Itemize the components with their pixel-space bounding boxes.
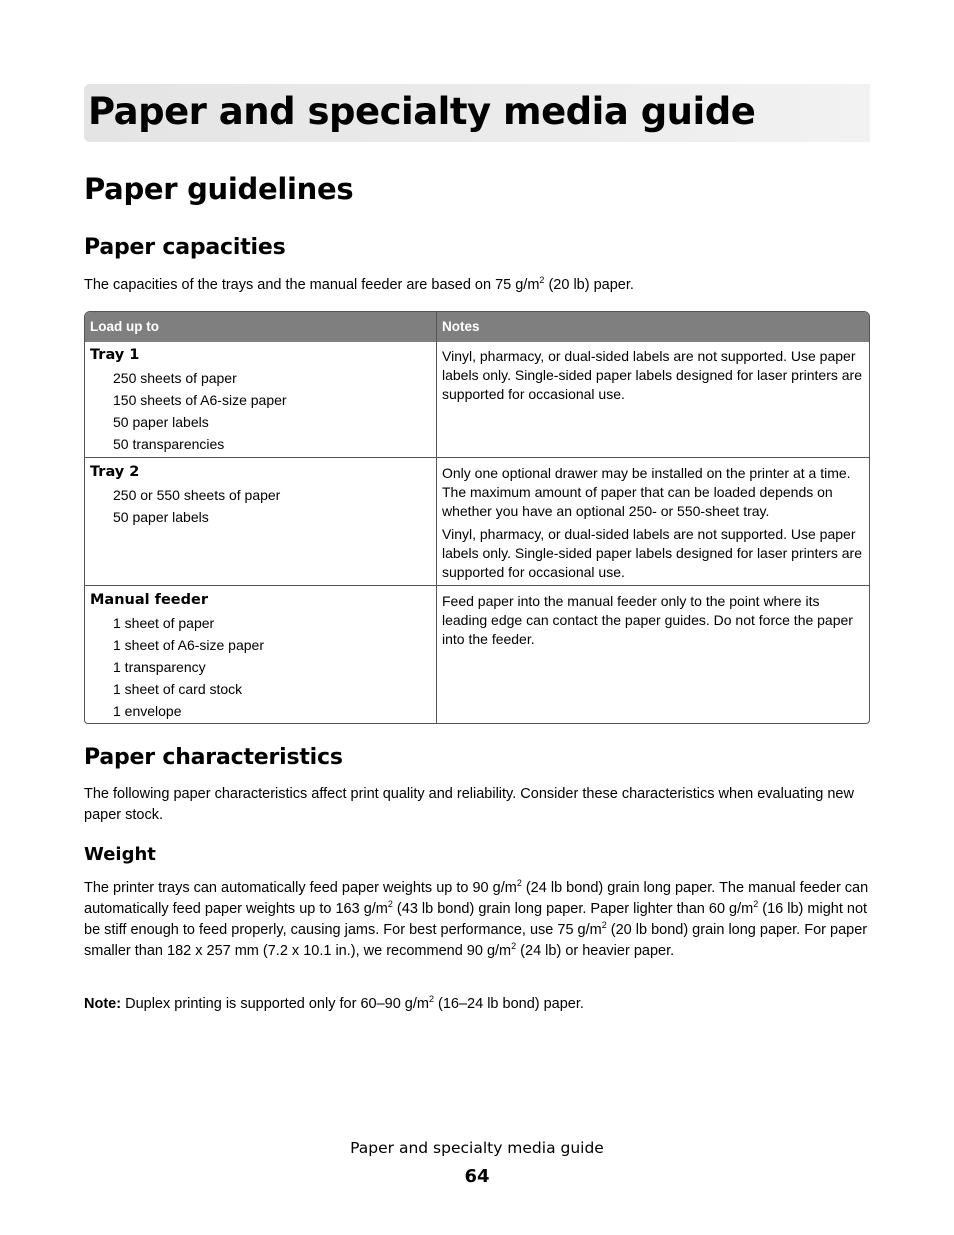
list-item: 1 sheet of paper [113,615,215,631]
list-item: 50 transparencies [113,436,225,452]
row-note: Vinyl, pharmacy, or dual-sided labels are not supported. Use paper labels only. Single-sided paper labels designed for laser printers are supported for occasional use. [442,526,862,580]
list-item: 50 paper labels [113,414,209,430]
list-item: 150 sheets of A6-size paper [113,392,287,408]
list-item: 1 envelope [113,703,182,719]
note-label: Note: [84,996,122,1012]
column-divider [436,312,437,723]
header-load-up-to: Load up to [90,319,159,334]
capacities-table [84,311,870,724]
row-title-tray-1: Tray 1 [90,347,140,363]
list-item: 1 sheet of card stock [113,681,243,697]
characteristics-intro: The following paper characteristics affect print quality and reliability. Consider these characteristics when evaluating new paper stock. [84,786,854,823]
list-item: 1 transparency [113,659,206,675]
weight-paragraph: The printer trays can automatically feed paper weights up to 90 $g/m^2$ (24 lb bond) grain long paper. The manual feeder can automatically feed paper weights up to 163 $g/m^2$ (43 lb bond) grain long paper. Paper lighter than 60 $g/m^2$ (16 lb) might not be stiff enough to feed properly, causing jams. For best performance, use 75 $g/m^2$ (20 lb bond) grain long paper. For paper smaller than 182 x 257 mm (7.2 x 10.1 in.), we recommend 90 $g/m^2$ (24 lb) or heavier paper. [84,878,869,959]
row-title-manual-feeder: Manual feeder [90,592,209,608]
row-items [113,484,280,528]
list-item: 250 or 550 sheets of paper [113,487,281,503]
characteristics-heading: Paper characteristics [84,745,343,770]
row-note: Feed paper into the manual feeder only to the point where its leading edge can contact the paper guides. Do not force the paper into the feeder. [442,593,853,647]
page-number: 64 [464,1166,490,1187]
capacities-heading: Paper capacities [84,235,286,260]
row-divider [85,457,869,458]
weight-note: Note: Duplex printing is supported only for 60–90 $g/m^2$ (16–24 lb bond) paper. [84,994,584,1012]
capacities-intro: The capacities of the trays and the manual feeder are based on 75 $g/m^2$ (20 lb) paper. [84,275,634,293]
list-item: 1 sheet of A6-size paper [113,637,264,653]
row-items [113,612,264,722]
footer-title: Paper and specialty media guide [350,1139,604,1157]
row-note: Vinyl, pharmacy, or dual-sided labels are not supported. Use paper labels only. Single-sided paper labels designed for laser printers are supported for occasional use. [442,348,862,402]
list-item: 50 paper labels [113,509,209,525]
weight-heading: Weight [84,844,156,865]
table-header [85,312,869,342]
header-notes: Notes [442,319,480,334]
list-item: 250 sheets of paper [113,370,237,386]
row-note: Only one optional drawer may be installed on the printer at a time. The maximum amount of paper that can be loaded depends on whether you have an optional 250- or 550-sheet tray. [442,465,851,519]
row-title-tray-2: Tray 2 [90,464,140,480]
row-divider [85,585,869,586]
section-title: Paper guidelines [84,172,354,206]
row-items [113,367,287,455]
chapter-title: Paper and specialty media guide [88,90,756,133]
